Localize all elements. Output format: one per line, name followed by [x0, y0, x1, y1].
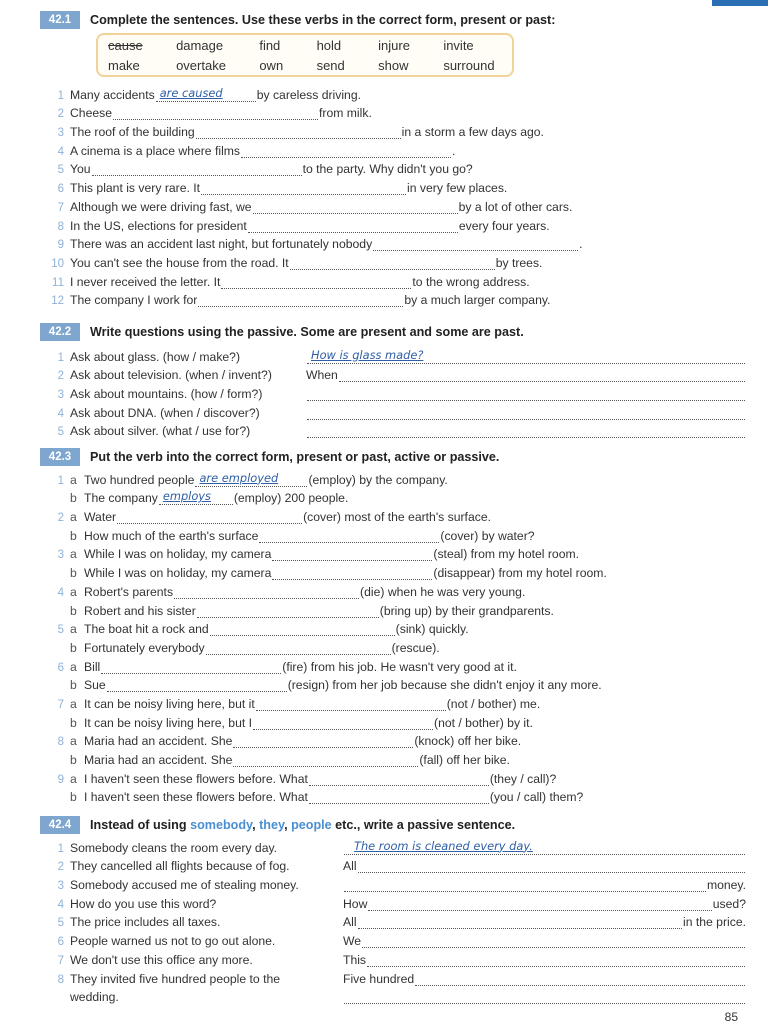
- verb-word: invite: [443, 37, 474, 53]
- corner-tab: [712, 0, 768, 6]
- example-answer: The room is cleaned every day.: [354, 838, 533, 853]
- sentence-text: Water: [84, 510, 117, 525]
- verb-form-item: [40, 487, 746, 506]
- passive-item: [40, 911, 746, 930]
- verb-word: surround: [443, 57, 495, 73]
- item-number: 5: [57, 426, 64, 439]
- sub-letter: b: [70, 753, 77, 767]
- prompt-text: wedding.: [70, 990, 119, 1005]
- item-number: 8: [57, 736, 64, 749]
- sub-letter: b: [70, 640, 77, 655]
- sub-letter: b: [70, 566, 77, 581]
- answer-blank[interactable]: [253, 200, 458, 214]
- sentence-item: [40, 120, 746, 139]
- answer-blank[interactable]: [174, 585, 359, 599]
- verb-word: make: [108, 57, 140, 73]
- sentence-text: Robert and his sister: [84, 603, 196, 618]
- example-answer: How is glass made?: [311, 347, 424, 362]
- item-number: 1: [57, 474, 64, 487]
- sentence-text: (bring up) by their grandparents.: [379, 603, 554, 618]
- verb-word: send: [316, 57, 345, 73]
- sentence-text: Cheese: [70, 106, 113, 121]
- exercise-42-1: [40, 11, 746, 307]
- page-number: 85: [724, 1010, 738, 1024]
- sentence-item: [40, 139, 746, 158]
- exercise-instruction: Put the verb into the correct form, present or past, active or passive.: [90, 450, 500, 464]
- answer-blank[interactable]: [221, 275, 411, 289]
- verb-form-item: [40, 786, 746, 805]
- sub-letter: a: [70, 771, 77, 786]
- instruction-separator: ,: [284, 818, 292, 832]
- exercise-header: [40, 11, 746, 29]
- answer-start-word: We: [343, 934, 362, 949]
- sub-letter: a: [70, 510, 77, 525]
- sentence-item: [40, 289, 746, 308]
- prompt-text: Ask about mountains. (how / form?): [70, 387, 263, 402]
- passive-item: [40, 929, 746, 948]
- sentence-text: I haven't seen these flowers before. What: [84, 771, 308, 786]
- sub-letter: b: [70, 790, 77, 805]
- sentence-text: (not / bother) by it.: [434, 715, 533, 730]
- item-number: 4: [57, 898, 64, 911]
- question-item: [40, 364, 746, 383]
- answer-blank[interactable]: [201, 181, 406, 195]
- prompt-text: They cancelled all flights because of fog.: [70, 859, 290, 874]
- passive-item: [40, 948, 746, 967]
- sentence-text: (you / call) them?: [489, 790, 584, 805]
- answer-blank[interactable]: [415, 972, 745, 986]
- sentence-text: .: [579, 237, 583, 252]
- prompt-text: They invited five hundred people to the: [70, 971, 281, 986]
- verb-form-item: [40, 655, 746, 674]
- verb-form-item: [40, 711, 746, 730]
- sub-letter: b: [70, 528, 77, 543]
- sentence-text: .: [452, 143, 456, 158]
- answer-blank[interactable]: [259, 529, 439, 543]
- sentence-text: There was an accident last night, but fortunately nobody: [70, 237, 373, 252]
- sentence-text: It can be noisy living here, but I: [84, 715, 253, 730]
- answer-blank[interactable]: [206, 641, 391, 655]
- keyword-they: they: [259, 818, 285, 832]
- answer-blank[interactable]: [309, 790, 489, 804]
- sentence-item: [40, 158, 746, 177]
- sentence-text: I haven't seen these flowers before. What: [84, 790, 308, 805]
- exercise-header: [40, 816, 746, 834]
- answer-end-word: in the price.: [682, 915, 746, 930]
- sentence-text: Robert's parents: [84, 584, 174, 599]
- sentence-text: While I was on holiday, my camera: [84, 547, 272, 562]
- sentence-text: every four years.: [458, 218, 550, 233]
- sentence-text: The roof of the building: [70, 125, 195, 140]
- answer-blank[interactable]: [241, 144, 451, 158]
- sentence-text: How much of the earth's surface: [84, 528, 259, 543]
- keyword-somebody: somebody: [190, 818, 253, 832]
- exercise-instruction: Write questions using the passive. Some are present and some are past.: [90, 325, 524, 339]
- sub-letter: a: [70, 696, 77, 711]
- answer-blank[interactable]: [195, 470, 307, 487]
- prompt-text: People warned us not to go out alone.: [70, 934, 276, 949]
- sentence-text: (fall) off her bike.: [419, 753, 510, 767]
- item-number: 9: [57, 239, 64, 252]
- prompt-text: We don't use this office any more.: [70, 952, 253, 967]
- sentence-text: Maria had an accident. She: [84, 734, 233, 749]
- answer-start-word: Five hundred: [343, 971, 415, 986]
- sub-letter: a: [70, 547, 77, 562]
- sentence-text: (not / bother) me.: [446, 696, 541, 711]
- sentence-text: (die) when he was very young.: [360, 584, 526, 599]
- answer-blank[interactable]: [307, 424, 745, 438]
- answer-blank[interactable]: [272, 547, 432, 561]
- prompt-text: Ask about glass. (how / make?): [70, 349, 241, 364]
- verb-word: show: [378, 57, 409, 73]
- item-number: 2: [57, 108, 64, 121]
- verb-form-item: [40, 692, 746, 711]
- verb-word: hold: [316, 37, 342, 53]
- sentence-item: [40, 176, 746, 195]
- sentence-text: This plant is very rare. It: [70, 181, 201, 196]
- sentence-list: [40, 83, 746, 307]
- answer-blank[interactable]: [117, 510, 302, 524]
- sentence-text: (employ) 200 people.: [233, 491, 349, 506]
- sentence-text: The company: [84, 491, 158, 506]
- prompt-text: Ask about DNA. (when / discover?): [70, 405, 260, 420]
- sentence-text: The boat hit a rock and: [84, 622, 209, 637]
- answer-blank[interactable]: [256, 697, 446, 711]
- instruction-text: Instead of using: [90, 818, 191, 832]
- example-answer: are employed: [199, 470, 279, 485]
- sentence-text: by a lot of other cars.: [458, 199, 573, 214]
- exercise-instruction: Complete the sentences. Use these verbs in the correct form, present or past:: [90, 13, 556, 27]
- sub-letter: b: [70, 491, 77, 506]
- answer-blank[interactable]: [197, 604, 379, 618]
- item-number: 11: [52, 276, 64, 289]
- sentence-item: [40, 270, 746, 289]
- sentence-text: (cover) most of the earth's surface.: [303, 510, 491, 525]
- verb-word: damage: [176, 37, 224, 53]
- instruction-separator: ,: [252, 818, 260, 832]
- sentence-text: (knock) off her bike.: [414, 734, 522, 749]
- verb-form-item: [40, 580, 746, 599]
- item-number: 5: [57, 164, 64, 177]
- verb-form-item: [40, 730, 746, 749]
- item-number: 8: [57, 220, 64, 233]
- answer-blank[interactable]: [358, 915, 682, 929]
- sentence-text: I never received the letter. It: [70, 274, 221, 289]
- sentence-text: (steal) from my hotel room.: [433, 547, 580, 562]
- sub-letter: a: [70, 472, 77, 487]
- answer-blank[interactable]: [272, 566, 432, 580]
- passive-item: [40, 873, 746, 892]
- prompt-text: Ask about silver. (what / use for?): [70, 424, 251, 439]
- verb-word: injure: [378, 37, 410, 53]
- sentence-text: by careless driving.: [256, 87, 362, 102]
- prompt-text: How do you use this word?: [70, 896, 217, 911]
- sub-letter: b: [70, 603, 77, 618]
- item-number: 3: [57, 127, 64, 140]
- answer-blank[interactable]: [248, 219, 458, 233]
- answer-start-word: All: [343, 915, 357, 930]
- item-number: 10: [51, 257, 64, 270]
- answer-blank[interactable]: [113, 106, 318, 120]
- sentence-text: A cinema is a place where films: [70, 143, 241, 158]
- verb-form-item: [40, 524, 746, 543]
- sentence-text: by trees.: [495, 255, 543, 270]
- sub-letter: a: [70, 622, 77, 637]
- answer-start-word: This: [343, 952, 367, 967]
- instruction-text: etc., write a passive sentence.: [331, 818, 516, 832]
- sub-letter: a: [70, 584, 77, 599]
- item-number: 4: [57, 145, 64, 158]
- sentence-text: In the US, elections for president: [70, 218, 247, 233]
- sentence-item: [40, 251, 746, 270]
- verb-form-item: [40, 505, 746, 524]
- sentence-text: (employ) by the company.: [308, 472, 448, 487]
- question-item: [40, 401, 746, 420]
- verb-form-item: [40, 636, 746, 655]
- answer-blank[interactable]: [290, 256, 495, 270]
- item-number: 6: [57, 936, 64, 949]
- item-number: 7: [57, 201, 64, 214]
- answer-blank[interactable]: [101, 660, 281, 674]
- sentence-text: Sue: [84, 678, 106, 693]
- prompt-text: Somebody cleans the room every day.: [70, 840, 278, 855]
- sentence-text: in very few places.: [407, 181, 508, 196]
- item-number: 5: [57, 624, 64, 637]
- exercise-number-badge: 42.2: [40, 323, 80, 341]
- answer-blank[interactable]: [339, 368, 745, 382]
- exercise-42-4: [40, 816, 746, 1004]
- prompt-text: Ask about television. (when / invent?): [70, 368, 272, 383]
- item-number: 1: [57, 842, 64, 855]
- sentence-text: Although we were driving fast, we: [70, 199, 252, 214]
- answer-blank[interactable]: [196, 125, 401, 139]
- prompt-text: Somebody accused me of stealing money.: [70, 878, 299, 893]
- sentence-text: While I was on holiday, my camera: [84, 566, 272, 581]
- sentence-item: [40, 195, 746, 214]
- item-number: 9: [57, 773, 64, 786]
- verb-form-item: [40, 561, 746, 580]
- answer-blank[interactable]: [233, 753, 418, 767]
- answer-blank[interactable]: [198, 293, 403, 307]
- sentence-text: (rescue).: [391, 640, 440, 655]
- sentence-text: from milk.: [319, 106, 372, 121]
- verb-form-item: [40, 543, 746, 562]
- answer-blank[interactable]: [253, 716, 433, 730]
- exercise-number-badge: 42.3: [40, 448, 80, 466]
- answer-blank[interactable]: [159, 491, 233, 505]
- sentence-text: The company I work for: [70, 293, 198, 308]
- verb-box: [96, 33, 514, 77]
- item-number: 1: [57, 351, 64, 364]
- verb-word: own: [259, 57, 284, 73]
- keyword-people: people: [291, 818, 332, 832]
- question-list: [40, 345, 746, 438]
- exercise-number-badge: 42.4: [40, 816, 80, 834]
- sentence-text: to the wrong address.: [412, 274, 530, 289]
- sentence-text: (they / call)?: [489, 771, 557, 786]
- sentence-text: in a storm a few days ago.: [401, 125, 544, 140]
- answer-blank[interactable]: [362, 934, 745, 948]
- sentence-item: [40, 233, 746, 252]
- answer-blank[interactable]: [233, 734, 413, 748]
- sub-letter: b: [70, 715, 77, 730]
- example-answer: are caused: [159, 85, 223, 100]
- item-number: 8: [57, 973, 64, 986]
- item-number: 3: [57, 389, 64, 402]
- sentence-text: (cover) by water?: [440, 528, 535, 543]
- sentence-text: (resign) from her job because she didn't enjoy it any more.: [287, 678, 602, 693]
- sentence-text: You can't see the house from the road. It: [70, 255, 289, 270]
- verb-form-item: [40, 767, 746, 786]
- passive-list: [40, 836, 746, 1004]
- item-number: 3: [57, 549, 64, 562]
- answer-blank[interactable]: [344, 878, 706, 892]
- item-number: 6: [57, 183, 64, 196]
- verb-form-list: [40, 468, 746, 804]
- question-item: [40, 345, 746, 364]
- answer-blank[interactable]: [358, 859, 745, 873]
- answer-blank[interactable]: [210, 622, 395, 636]
- item-number: 5: [57, 917, 64, 930]
- answer-blank[interactable]: [307, 347, 745, 364]
- item-number: 4: [57, 586, 64, 599]
- sentence-text: Fortunately everybody: [84, 640, 205, 655]
- item-number: 2: [57, 861, 64, 874]
- answer-end-word: used?: [712, 896, 746, 911]
- item-number: 3: [57, 880, 64, 893]
- answer-blank[interactable]: [367, 953, 745, 967]
- answer-start-word: When: [306, 368, 338, 383]
- item-number: 12: [51, 295, 64, 308]
- answer-start-word: How: [343, 896, 368, 911]
- verb-word: find: [259, 37, 281, 53]
- item-number: 2: [57, 370, 64, 383]
- answer-end-word: money.: [706, 878, 746, 893]
- exercise-42-3: [40, 448, 746, 804]
- answer-blank[interactable]: [309, 772, 489, 786]
- verb-word: overtake: [176, 57, 226, 73]
- passive-item: [40, 836, 746, 855]
- sentence-text: (disappear) from my hotel room.: [433, 566, 607, 581]
- answer-start-word: All: [343, 859, 357, 874]
- answer-blank[interactable]: [156, 85, 256, 102]
- exercise-number-badge: 42.1: [40, 11, 80, 29]
- item-number: 4: [57, 407, 64, 420]
- sentence-text: (sink) quickly.: [395, 622, 469, 637]
- answer-blank[interactable]: [344, 990, 745, 1004]
- item-number: 7: [57, 698, 64, 711]
- exercise-instruction: [90, 818, 515, 832]
- sub-letter: b: [70, 678, 77, 693]
- sub-letter: a: [70, 734, 77, 749]
- answer-blank[interactable]: [307, 406, 745, 420]
- verb-form-item: [40, 748, 746, 767]
- prompt-text: The price includes all taxes.: [70, 915, 221, 930]
- sentence-text: Two hundred people: [84, 472, 195, 487]
- exercise-header: [40, 448, 746, 466]
- passive-item: [40, 855, 746, 874]
- sentence-text: Many accidents: [70, 87, 155, 102]
- sentence-text: Maria had an accident. She: [84, 753, 233, 767]
- passive-item: [40, 967, 746, 986]
- example-answer: employs: [162, 489, 211, 504]
- verb-form-item: [40, 674, 746, 693]
- sentence-text: It can be noisy living here, but it: [84, 696, 255, 711]
- question-item: [40, 420, 746, 439]
- answer-blank[interactable]: [107, 678, 287, 692]
- answer-blank[interactable]: [373, 237, 578, 251]
- passive-item-continued: [40, 986, 746, 1005]
- item-number: 1: [57, 89, 64, 102]
- verb-word: cause: [108, 37, 143, 53]
- sub-letter: a: [70, 659, 77, 674]
- exercise-42-2: [40, 323, 746, 438]
- sentence-text: to the party. Why didn't you go?: [302, 162, 473, 177]
- item-number: 7: [57, 954, 64, 967]
- verb-form-item: [40, 468, 746, 487]
- answer-blank[interactable]: [344, 838, 745, 855]
- sentence-item: [40, 83, 746, 102]
- sentence-text: (fire) from his job. He wasn't very good at it.: [282, 659, 517, 674]
- exercise-header: [40, 323, 746, 341]
- verb-form-item: [40, 599, 746, 618]
- item-number: 6: [57, 661, 64, 674]
- question-item: [40, 382, 746, 401]
- sentence-text: You: [70, 162, 91, 177]
- answer-blank[interactable]: [368, 897, 711, 911]
- sentence-item: [40, 102, 746, 121]
- sentence-text: Bill: [84, 659, 101, 674]
- sentence-text: by a much larger company.: [404, 293, 551, 308]
- verb-form-item: [40, 618, 746, 637]
- sentence-item: [40, 214, 746, 233]
- passive-item: [40, 892, 746, 911]
- answer-blank[interactable]: [92, 162, 302, 176]
- item-number: 2: [57, 512, 64, 525]
- answer-blank[interactable]: [307, 387, 745, 401]
